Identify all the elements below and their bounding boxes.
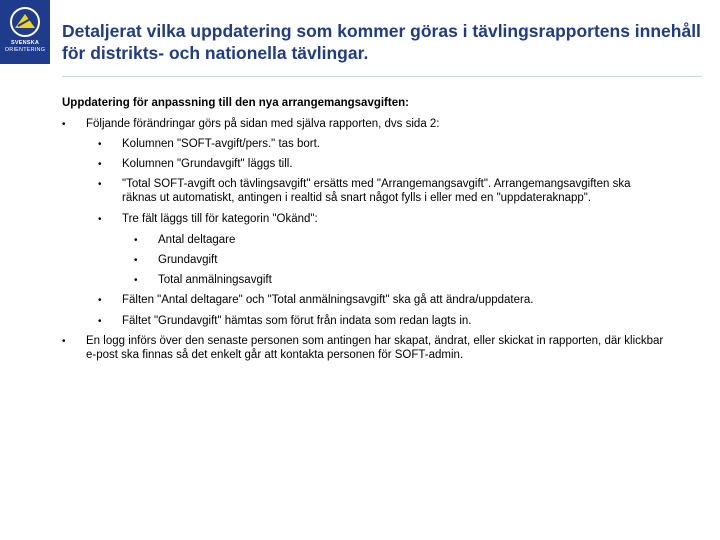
bullet-icon: • bbox=[62, 336, 66, 347]
list-item: Följande förändringar görs på sidan med själva rapporten, dvs sida 2: bbox=[86, 118, 440, 130]
bullet-icon: • bbox=[98, 316, 102, 327]
list-item: "Total SOFT-avgift och tävlingsavgift" ersätts med "Arrangemangsavgift". Arrangemangsavgiften ska räknas ut automatiskt, antingen i realtid så snart något fylls i eller med en "uppdateraknapp". bbox=[122, 178, 631, 204]
list-item: Antal deltagare bbox=[158, 234, 236, 246]
list-item: Fälten "Antal deltagare" och "Total anmälningsavgift" ska gå att ändra/uppdatera. bbox=[122, 294, 534, 306]
list-item: Total anmälningsavgift bbox=[158, 274, 272, 286]
list-item: Kolumnen "SOFT-avgift/pers." tas bort. bbox=[122, 138, 320, 150]
list-item: Tre fält läggs till för kategorin "Okänd": bbox=[122, 213, 318, 225]
bullet-icon: • bbox=[134, 255, 138, 266]
logo-line1: SVENSKA bbox=[11, 40, 39, 46]
section-heading: Uppdatering för anpassning till den nya arrangemangsavgiften: bbox=[62, 97, 409, 109]
bullet-icon: • bbox=[98, 139, 102, 150]
bullet-icon: • bbox=[134, 275, 138, 286]
list-item: Fältet "Grundavgift" hämtas som förut från indata som redan lagts in. bbox=[122, 315, 472, 327]
bullet-icon: • bbox=[98, 179, 102, 190]
logo-line2: ORIENTERING bbox=[4, 47, 46, 53]
bullet-icon: • bbox=[98, 159, 102, 170]
page-title: Detaljerat vilka uppdatering som kommer göras i tävlingsrapportens innehåll för distrikts- och nationella tävlingar. bbox=[62, 21, 701, 63]
list-item: En logg införs över den senaste personen som antingen har skapat, ändrat, eller skickat in rapporten, där klickbar e-post ska finnas så det enkelt går att kontakta personen för SOFT-admin. bbox=[86, 335, 664, 361]
bullet-icon: • bbox=[98, 295, 102, 306]
bullet-icon: • bbox=[62, 119, 66, 130]
bullet-icon: • bbox=[98, 214, 102, 225]
bullet-icon: • bbox=[134, 235, 138, 246]
list-item: Grundavgift bbox=[158, 254, 218, 266]
list-item: Kolumnen "Grundavgift" läggs till. bbox=[122, 158, 293, 170]
